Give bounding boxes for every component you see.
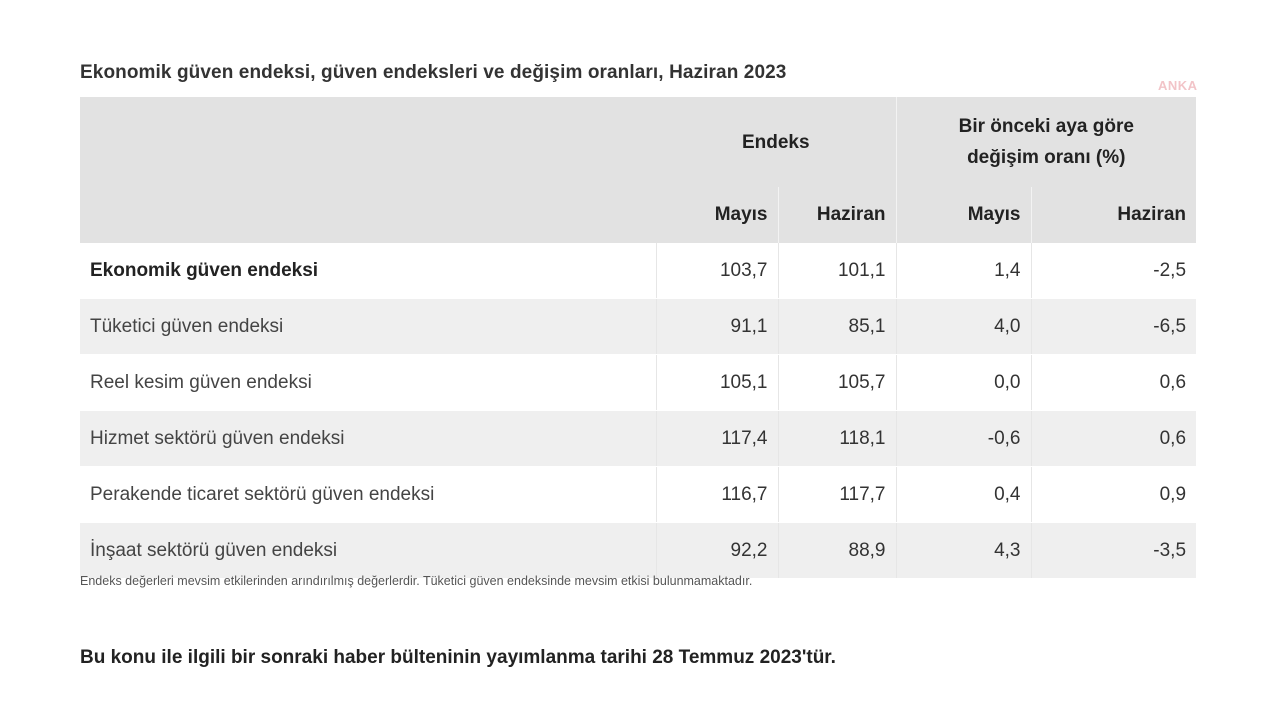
cell-value: 0,9 — [1031, 467, 1196, 523]
row-label: Hizmet sektörü güven endeksi — [80, 411, 656, 467]
row-label: İnşaat sektörü güven endeksi — [80, 523, 656, 579]
cell-value: 85,1 — [778, 299, 896, 355]
header-blank-cell — [80, 97, 656, 243]
header-index-group: Endeks — [656, 97, 896, 187]
header-row-groups — [80, 97, 1196, 187]
header-change-june: Haziran — [1031, 187, 1196, 243]
cell-value: 1,4 — [896, 243, 1031, 299]
row-label: Reel kesim güven endeksi — [80, 355, 656, 411]
header-change-line2: değişim oranı (%) — [967, 147, 1126, 168]
header-index-june: Haziran — [778, 187, 896, 243]
cell-value: 0,6 — [1031, 411, 1196, 467]
header-change-group — [896, 97, 1196, 187]
cell-value: 91,1 — [656, 299, 778, 355]
release-date-note: Bu konu ile ilgili bir sonraki haber bülteninin yayımlanma tarihi 28 Temmuz 2023'tür. — [80, 647, 836, 668]
cell-value: 118,1 — [778, 411, 896, 467]
cell-value: 92,2 — [656, 523, 778, 579]
cell-value: -6,5 — [1031, 299, 1196, 355]
cell-value: 105,7 — [778, 355, 896, 411]
cell-value: -2,5 — [1031, 243, 1196, 299]
cell-value: 101,1 — [778, 243, 896, 299]
row-label: Ekonomik güven endeksi — [80, 243, 656, 299]
table-title: Ekonomik güven endeksi, güven endeksleri ve değişim oranları, Haziran 2023 — [80, 62, 787, 83]
footnote: Endeks değerleri mevsim etkilerinden arındırılmış değerlerdir. Tüketici güven endeksinde mevsim etkisi bulunmamaktadır. — [80, 574, 753, 588]
cell-value: 117,4 — [656, 411, 778, 467]
row-label: Perakende ticaret sektörü güven endeksi — [80, 467, 656, 523]
cell-value: 103,7 — [656, 243, 778, 299]
cell-value: 4,0 — [896, 299, 1031, 355]
cell-value: -3,5 — [1031, 523, 1196, 579]
header-change-may: Mayıs — [896, 187, 1031, 243]
cell-value: 0,6 — [1031, 355, 1196, 411]
table-row — [80, 411, 1196, 467]
cell-value: 88,9 — [778, 523, 896, 579]
row-label: Tüketici güven endeksi — [80, 299, 656, 355]
table-row — [80, 243, 1196, 299]
table-row — [80, 355, 1196, 411]
cell-value: -0,6 — [896, 411, 1031, 467]
cell-value: 105,1 — [656, 355, 778, 411]
cell-value: 116,7 — [656, 467, 778, 523]
header-index-may: Mayıs — [656, 187, 778, 243]
cell-value: 117,7 — [778, 467, 896, 523]
watermark-logo: ANKA — [1158, 78, 1198, 93]
cell-value: 0,4 — [896, 467, 1031, 523]
table-row — [80, 523, 1196, 579]
table-row — [80, 467, 1196, 523]
cell-value: 0,0 — [896, 355, 1031, 411]
cell-value: 4,3 — [896, 523, 1031, 579]
table-row — [80, 299, 1196, 355]
header-change-line1: Bir önceki aya göre — [958, 116, 1134, 137]
confidence-index-table — [80, 97, 1196, 579]
